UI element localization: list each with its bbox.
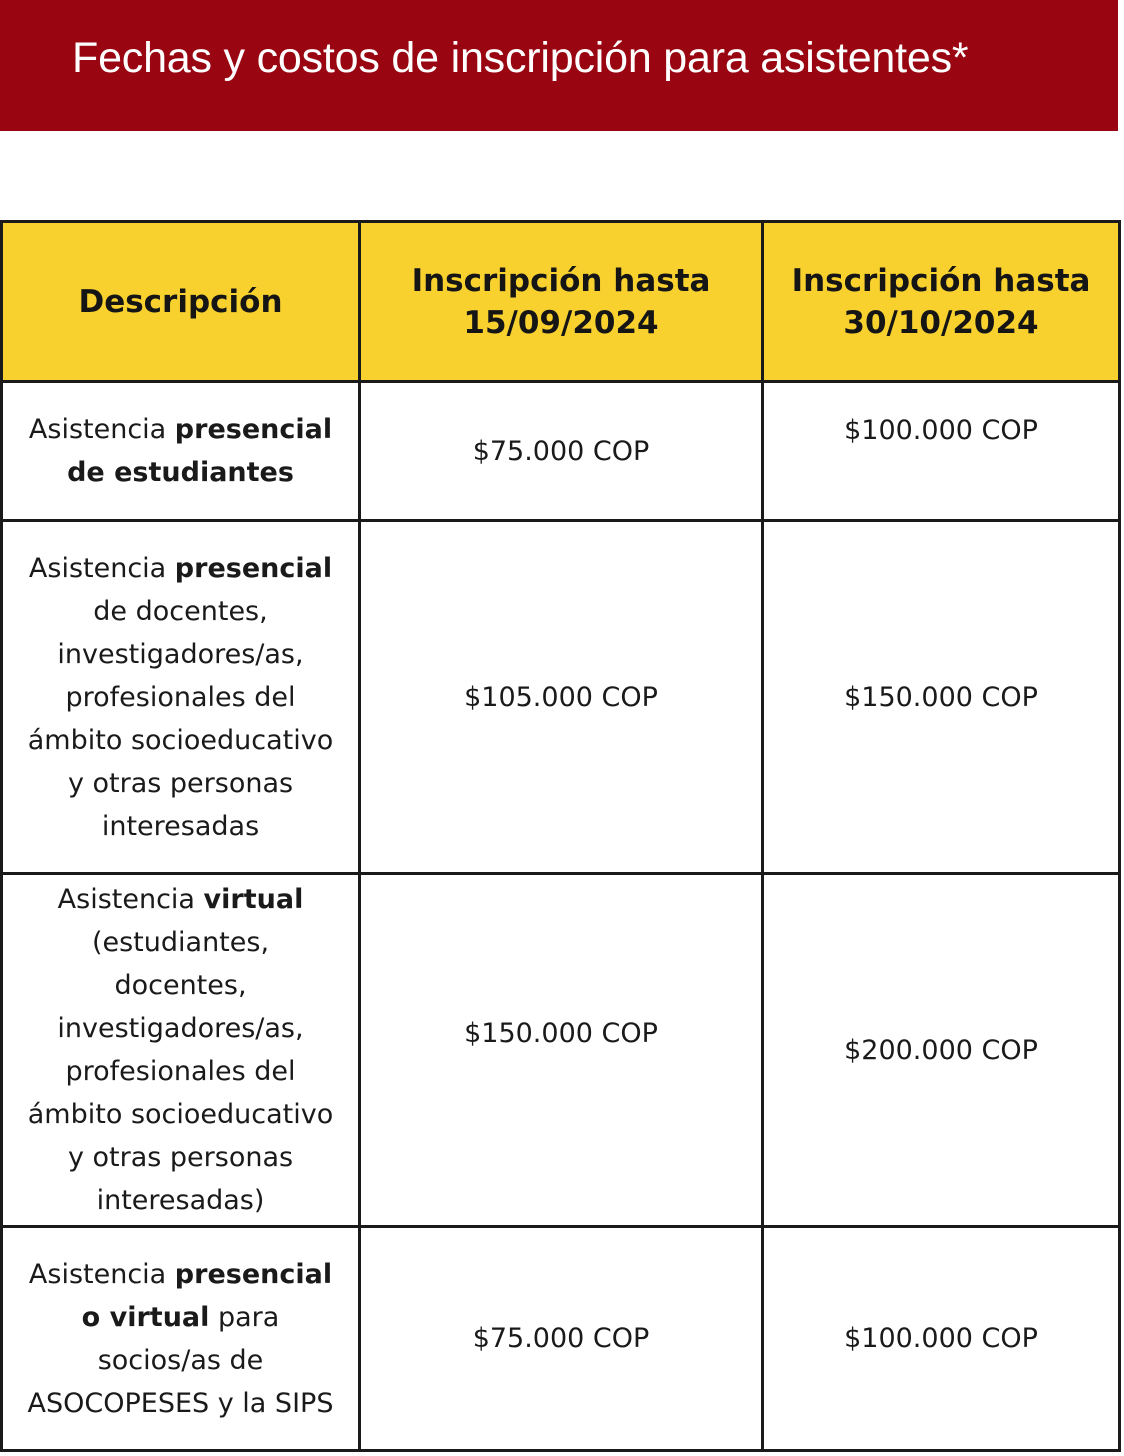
column-header-deadline-2-date: 30/10/2024 — [843, 304, 1039, 341]
price-value: $150.000 COP — [844, 681, 1038, 713]
price-value: $105.000 COP — [464, 681, 658, 713]
row-price-deadline-1 — [360, 521, 763, 874]
row-price-deadline-2 — [763, 1227, 1120, 1451]
row-description-prefix: Asistencia — [28, 552, 175, 584]
row-description-emphasis: presencial o virtual — [81, 1258, 333, 1333]
row-price-deadline-1 — [360, 382, 763, 521]
price-value: $100.000 COP — [844, 1323, 1038, 1354]
fees-table — [0, 220, 1121, 1452]
row-description-cell — [2, 874, 360, 1227]
row-description-suffix: (estudiantes, docentes, investigadores/as, profesionales del ámbito socioeducativo y otras personas interesadas) — [27, 927, 334, 1216]
column-header-deadline-2-label: Inscripción hasta — [791, 262, 1091, 299]
row-price-deadline-2 — [763, 521, 1120, 874]
row-description-prefix: Asistencia — [28, 414, 175, 445]
row-description-suffix: para socios/as de ASOCOPESES y la SIPS — [27, 1301, 334, 1419]
column-header-description — [2, 222, 360, 382]
column-header-deadline-1-label: Inscripción hasta — [411, 262, 711, 299]
row-description-emphasis: virtual — [203, 884, 304, 915]
row-price-deadline-1 — [360, 874, 763, 1227]
table-header-row — [2, 222, 1120, 382]
row-description-cell — [2, 1227, 360, 1451]
fees-table-container — [0, 220, 1118, 1449]
table-row — [2, 1227, 1120, 1451]
title-banner — [0, 0, 1118, 131]
price-value: $100.000 COP — [844, 415, 1038, 446]
price-value: $200.000 COP — [844, 1034, 1038, 1066]
row-description-suffix: de docentes, investigadores/as, profesionales del ámbito socioeducativo y otras personas interesadas — [27, 595, 334, 842]
column-header-description-label: Descripción — [78, 283, 283, 320]
row-price-deadline-2 — [763, 874, 1120, 1227]
row-price-deadline-2 — [763, 382, 1120, 521]
price-value: $150.000 COP — [464, 1017, 658, 1049]
table-row — [2, 521, 1120, 874]
row-description-cell — [2, 382, 360, 521]
row-description-emphasis: presencial de estudiantes — [67, 414, 333, 488]
row-description-emphasis: presencial — [174, 552, 333, 584]
row-description-cell — [2, 521, 360, 874]
row-description-prefix: Asistencia — [28, 1258, 175, 1290]
table-row — [2, 874, 1120, 1227]
price-value: $75.000 COP — [472, 1323, 650, 1354]
row-description-prefix: Asistencia — [57, 884, 204, 915]
row-price-deadline-1 — [360, 1227, 763, 1451]
column-header-deadline-2 — [763, 222, 1120, 382]
column-header-deadline-1 — [360, 222, 763, 382]
price-value: $75.000 COP — [472, 435, 650, 467]
table-row — [2, 382, 1120, 521]
page-title: Fechas y costos de inscripción para asistentes* — [72, 34, 969, 82]
column-header-deadline-1-date: 15/09/2024 — [463, 304, 659, 341]
